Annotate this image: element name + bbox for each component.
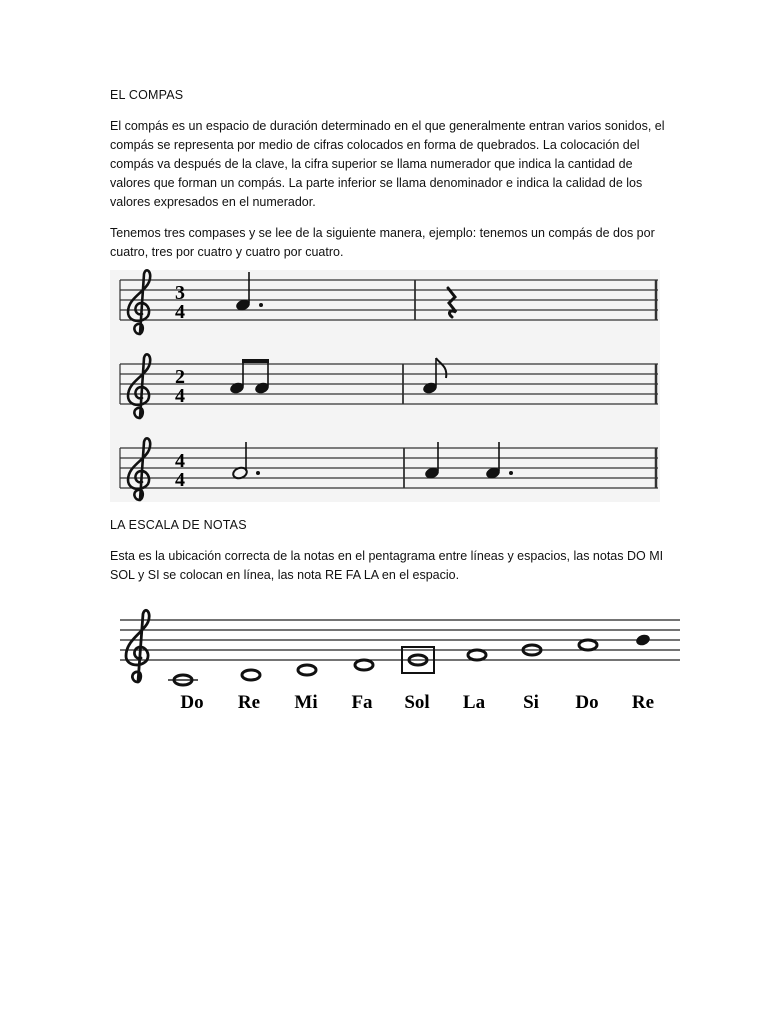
note-label-mi: Mi (294, 692, 318, 713)
note-label-do-high: Do (575, 692, 599, 713)
treble-clef-icon (126, 610, 149, 682)
whole-note-re (242, 670, 260, 680)
note-label-fa: Fa (351, 692, 373, 713)
note-label-la: La (462, 692, 486, 713)
note-label-sol: Sol (404, 692, 430, 713)
section-heading-compas: EL COMPAS (110, 88, 184, 102)
paragraph-compas-examples: Tenemos tres compases y se lee de la siguiente manera, ejemplo: tenemos un compás de dos por cuatro, tres por cuatro y cuatro por cuatro. (110, 226, 655, 259)
quarter-note-re-high (635, 633, 652, 647)
time-sig-denominator-3: 4 (175, 469, 185, 491)
note-label-do: Do (180, 692, 204, 713)
section-heading-escala: LA ESCALA DE NOTAS (110, 518, 247, 532)
whole-note-fa (355, 660, 373, 670)
note-label-re-high: Re (631, 692, 655, 713)
time-sig-numerator-3: 4 (175, 450, 185, 472)
whole-note-la (468, 650, 486, 660)
time-sig-numerator-2: 2 (175, 366, 185, 388)
time-sig-denominator-2: 4 (175, 385, 185, 407)
whole-note-mi (298, 665, 316, 675)
whole-note-do-high (579, 640, 597, 650)
paragraph-escala-description: Esta es la ubicación correcta de la notas en el pentagrama entre líneas y espacios, las notas DO MI SOL y SI se colocan en línea, las nota RE FA LA en el espacio. (110, 549, 664, 582)
time-signature-figure (110, 270, 660, 502)
note-label-re: Re (237, 692, 261, 713)
note-scale-figure (110, 612, 682, 716)
note-label-si: Si (523, 692, 539, 713)
time-sig-numerator-1: 3 (175, 282, 185, 304)
paragraph-compas-definition: El compás es un espacio de duración determinado en el que generalmente entran varios sonidos, el compás se representa por medio de cifras colocados en forma de quebrados. La colocación del compás va después de la clave, la cifra superior se llama numerador que indica la cantidad de valores que forman un compás. La parte inferior se llama denominador e indica la calidad de los valores expresados en el numerador. (110, 119, 665, 209)
time-sig-denominator-1: 4 (175, 301, 185, 323)
